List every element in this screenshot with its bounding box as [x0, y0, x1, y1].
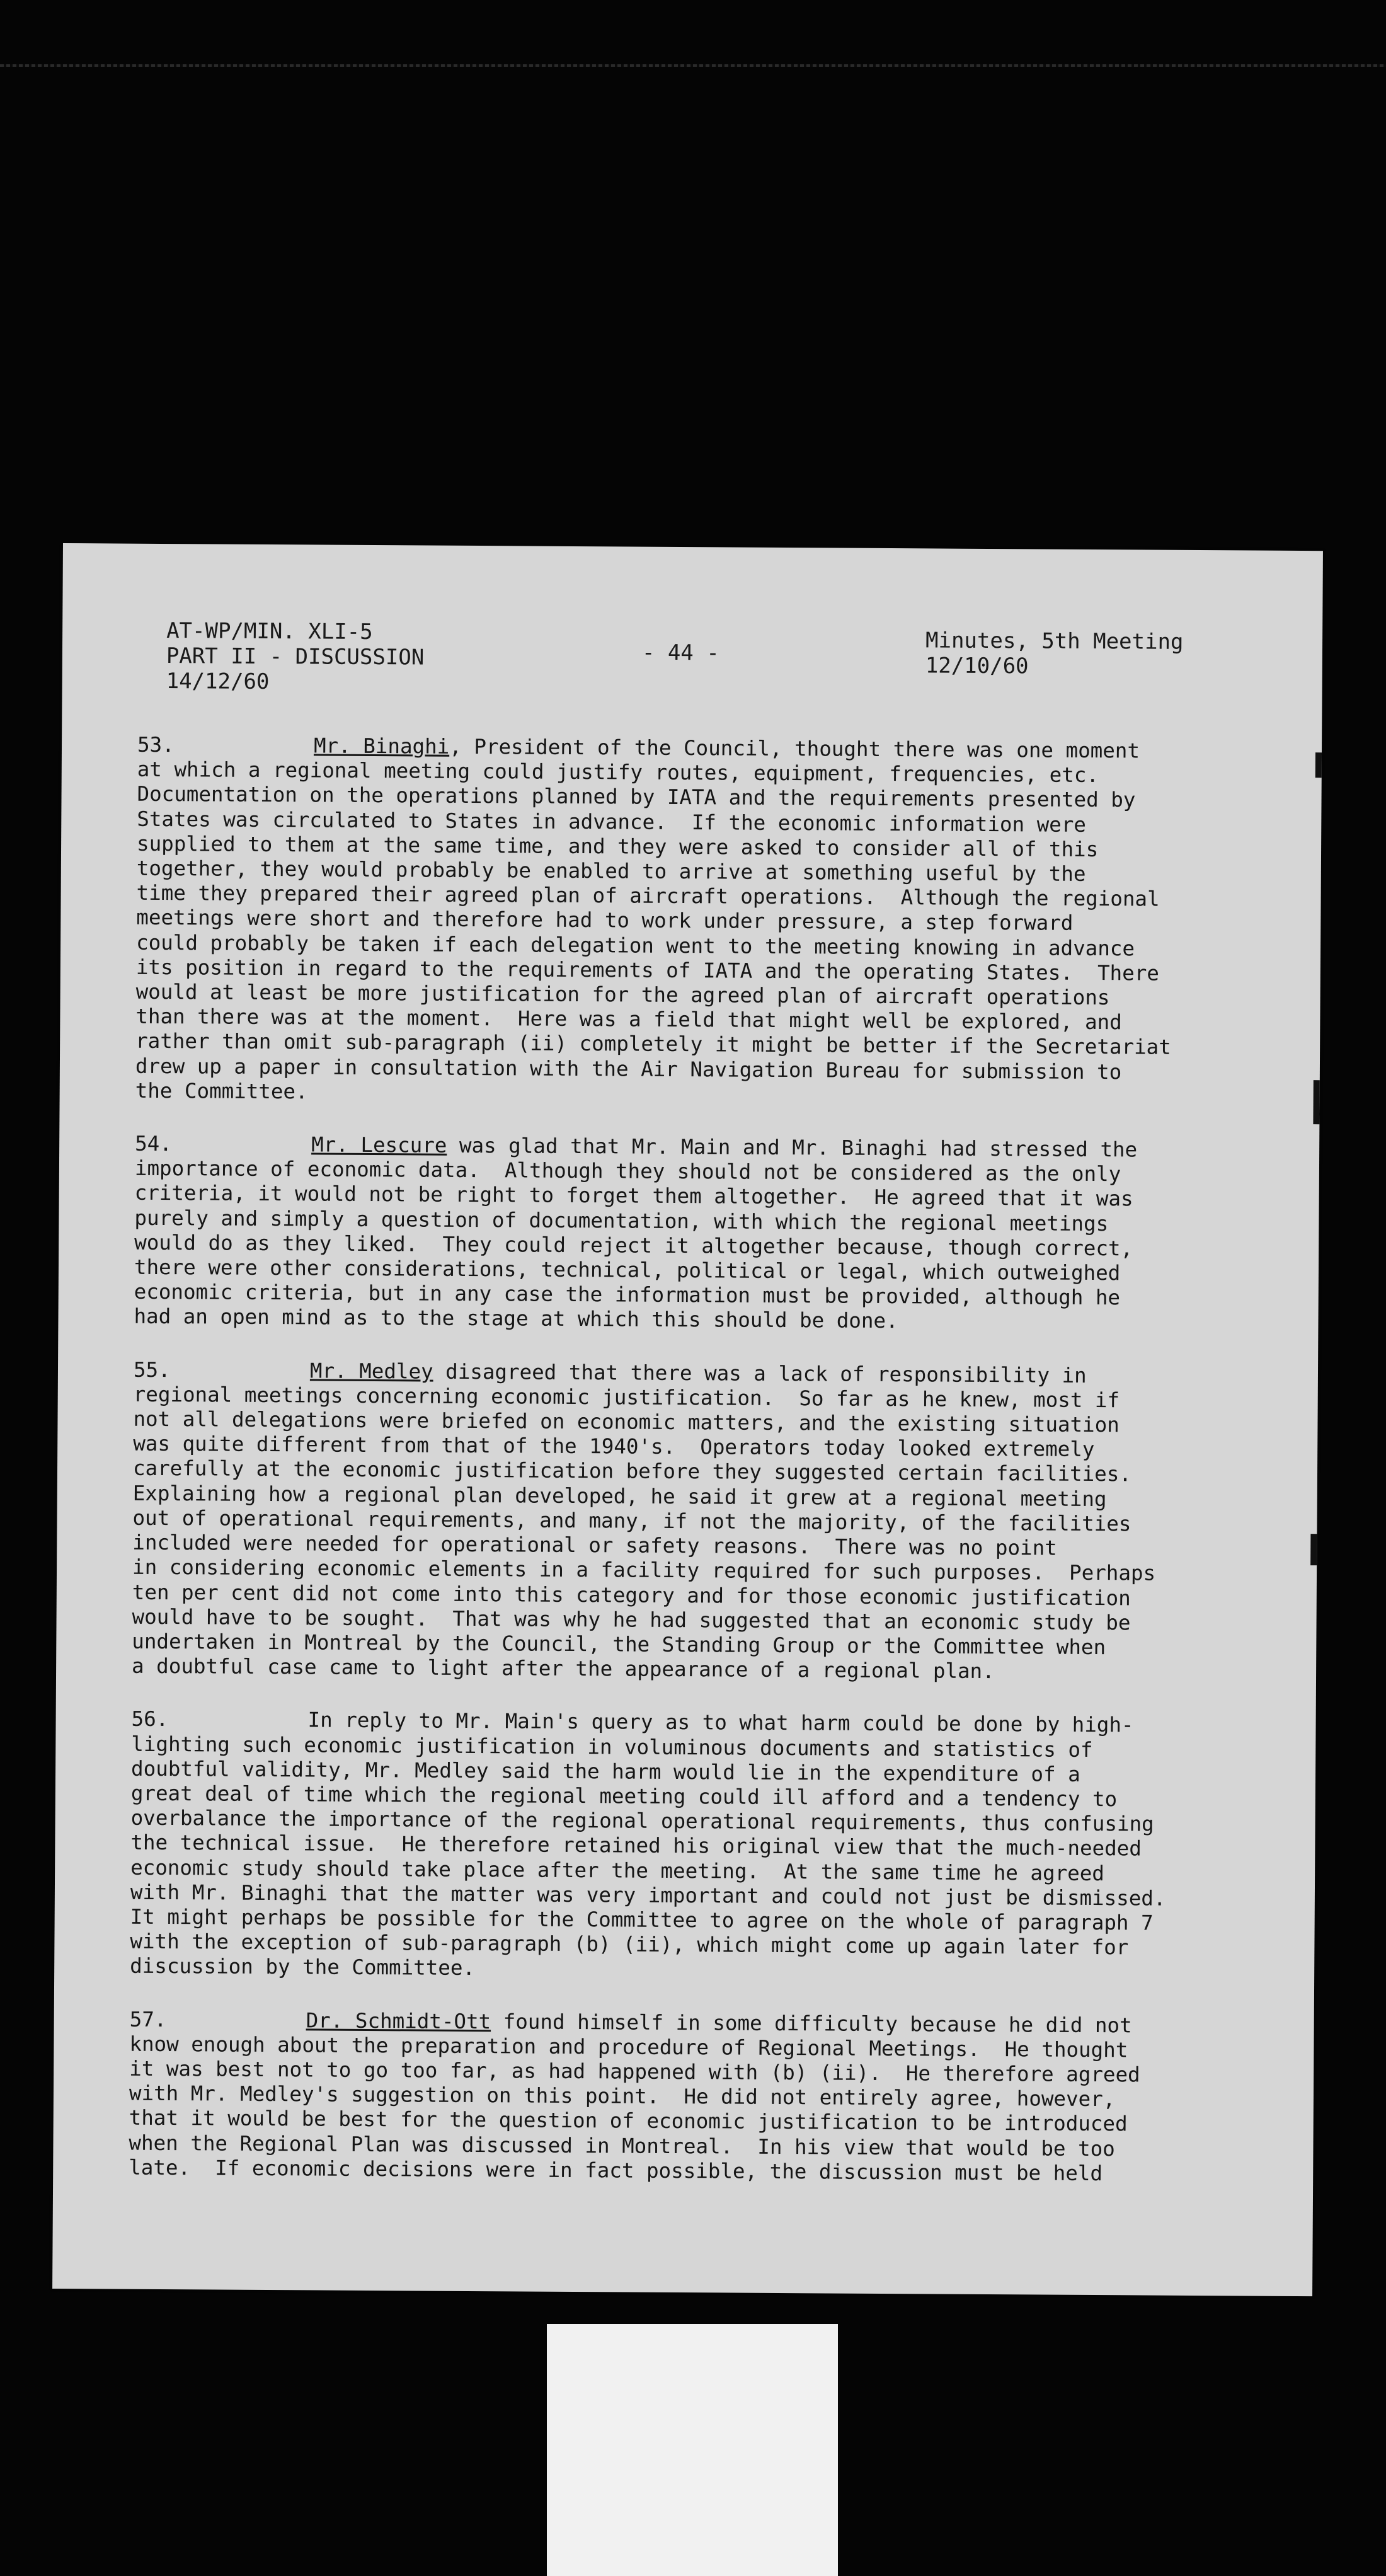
edge-tick-mark [1313, 1080, 1319, 1124]
paragraph-line: States was circulated to States in advance. If the economic information were [137, 807, 1087, 837]
paragraph-line: at which a regional meeting could justify routes, equipment, frequencies, etc. [137, 757, 1099, 788]
paragraph-line: would at least be more justification for the agreed plan of aircraft operations [135, 979, 1110, 1010]
paragraph-number: 54. [135, 1131, 173, 1156]
minutes-body [129, 733, 1246, 2216]
paragraph-line: great deal of time which the regional meeting could ill afford and a tendency to [130, 1781, 1118, 1812]
paragraph-number: 55. [133, 1357, 171, 1382]
paragraph-line: there were other considerations, technical, political or legal, which outweighed [134, 1255, 1121, 1285]
paragraph-line: was quite different from that of the 1940's. Operators today looked extremely [133, 1431, 1095, 1462]
paragraph-line: with the exception of sub-paragraph (b) (ii), which might come up again later for [130, 1929, 1129, 1960]
paragraph-number: 53. [137, 732, 175, 757]
paragraph-line: economic study should take place after the meeting. At the same time he agreed [130, 1855, 1105, 1885]
speaker-name: Mr. Binaghi [313, 733, 450, 759]
reference-code: AT-WP/MIN. XLI-5 [166, 618, 373, 645]
paragraph-line: carefully at the economic justification before they suggested certain facilities. [132, 1456, 1132, 1486]
paragraph-line: know enough about the preparation and procedure of Regional Meetings. He thought [129, 2032, 1128, 2062]
paragraph-line: not all delegations were briefed on economic matters, and the existing situation [133, 1406, 1120, 1437]
paragraph-line: than there was at the moment. Here was a field that might well be explored, and [135, 1004, 1122, 1035]
paragraph-line: ten per cent did not come into this category and for those economic justification [132, 1580, 1131, 1610]
paragraph-line: that it would be best for the question of economic justification to be introduced [129, 2106, 1128, 2136]
reference-date: 14/12/60 [166, 669, 270, 695]
edge-tick-mark [1315, 752, 1322, 778]
paragraph-line: found himself in some difficulty because he did not [491, 2009, 1132, 2037]
paragraph-line: the technical issue. He therefore retained his original view that the much-needed [130, 1831, 1142, 1861]
meeting-date: 12/10/60 [925, 653, 1029, 679]
paragraph-line: together, they would probably be enabled to arrive at something useful by the [136, 856, 1086, 886]
paragraph-number: 56. [131, 1707, 169, 1732]
paragraph-line: purely and simply a question of documentation, with which the regional meetings [134, 1205, 1109, 1236]
paragraph-56 [130, 1707, 1240, 1986]
paragraph-line: it was best not to go too far, as had happened with (b) (ii). He therefore agreed [129, 2056, 1140, 2087]
paragraph-54 [134, 1132, 1244, 1336]
paragraph-line: supplied to them at the same time, and they were asked to consider all of this [136, 831, 1099, 861]
page-number: - 44 - [641, 640, 719, 666]
paragraph-line: late. If economic decisions were in fact possible, the discussion must be held [129, 2155, 1103, 2185]
reference-part: PART II - DISCUSSION [166, 643, 425, 670]
paragraph-line: lighting such economic justification in voluminous documents and statistics of [131, 1732, 1093, 1762]
paragraph-line: with Mr. Binaghi that the matter was very important and could not just be dismissed. [130, 1880, 1166, 1911]
paragraph-line: doubtful validity, Mr. Medley said the harm would lie in the expenditure of a [131, 1756, 1080, 1786]
speaker-name: Mr. Medley [309, 1359, 433, 1384]
paragraph-53 [135, 733, 1247, 1110]
meeting-title: Minutes, 5th Meeting [925, 628, 1184, 655]
paragraph-line: the Committee. [135, 1078, 308, 1104]
paragraph-line: economic criteria, but in any case the information must be provided, although he [134, 1279, 1121, 1310]
paragraph-line: drew up a paper in consultation with the Air Navigation Bureau for submission to [135, 1054, 1122, 1084]
paragraph-line: its position in regard to the requirements of IATA and the operating States. There [135, 955, 1160, 986]
paragraph-line: Explaining how a regional plan developed, he said it grew at a regional meeting [132, 1481, 1107, 1511]
speaker-name: Dr. Schmidt-Ott [306, 2008, 491, 2033]
paragraph-line: criteria, it would not be right to forget them altogether. He agreed that it was [134, 1181, 1133, 1211]
paragraph-line: was glad that Mr. Main and Mr. Binaghi had stressed the [447, 1133, 1138, 1162]
paragraph-57 [129, 2007, 1239, 2187]
paragraph-line: overbalance the importance of the regional operational requirements, thus confusing [130, 1805, 1154, 1836]
paragraph-line: It might perhaps be possible for the Committee to agree on the whole of paragraph 7 [130, 1904, 1154, 1935]
paragraph-line: would do as they liked. They could reject it altogether because, though correct, [134, 1230, 1133, 1261]
paragraph-line: undertaken in Montreal by the Council, the Standing Group or the Committee when [132, 1629, 1106, 1660]
paragraph-line: had an open mind as to the stage at which this should be done. [134, 1304, 898, 1333]
paragraph-line: when the Regional Plan was discussed in Montreal. In his view that would be too [129, 2130, 1115, 2161]
paragraph-number: 57. [129, 2007, 167, 2032]
paragraph-line: regional meetings concerning economic justification. So far as he knew, most if [133, 1382, 1120, 1413]
film-top-rule [0, 64, 1386, 67]
edge-tick-mark [1310, 1534, 1317, 1565]
paragraph-line: out of operational requirements, and many, if not the majority, of the facilities [132, 1505, 1131, 1536]
paragraph-line: In reply to Mr. Main's query as to what harm could be done by high- [307, 1708, 1134, 1737]
blank-card [547, 2324, 838, 2576]
document-page [52, 543, 1323, 2296]
paragraph-line: could probably be taken if each delegation went to the meeting knowing in advance [136, 930, 1135, 961]
paragraph-line: importance of economic data. Although they should not be considered as the only [134, 1156, 1121, 1187]
paragraph-55 [132, 1357, 1242, 1685]
meeting-info [925, 628, 1184, 679]
paragraph-line: would have to be sought. That was why he had suggested that an economic study be [132, 1604, 1131, 1635]
paragraph-line: with Mr. Medley's suggestion on this point. He did not entirely agree, however, [129, 2081, 1116, 2112]
paragraph-line: discussion by the Committee. [130, 1954, 476, 1981]
paragraph-line: in considering economic elements in a facility required for such purposes. Perhaps [132, 1555, 1156, 1585]
paragraph-line: meetings were short and therefore had to work under pressure, a step forward [136, 906, 1074, 936]
paragraph-line: a doubtful case came to light after the appearance of a regional plan. [132, 1653, 995, 1684]
paragraph-line: included were needed for operational or safety reasons. There was no point [132, 1530, 1057, 1560]
paragraph-line: rather than omit sub-paragraph (ii) completely it might be better if the Secretariat [135, 1029, 1171, 1060]
paragraph-line: disagreed that there was a lack of responsibility in [433, 1359, 1087, 1388]
paragraph-line: time they prepared their agreed plan of aircraft operations. Although the regional [136, 880, 1160, 911]
speaker-name: Mr. Lescure [311, 1132, 447, 1158]
paragraph-line: Documentation on the operations planned by IATA and the requirements presented by [137, 782, 1136, 812]
document-reference [166, 618, 425, 695]
paragraph-line: , President of the Council, thought there was one moment [449, 734, 1140, 763]
